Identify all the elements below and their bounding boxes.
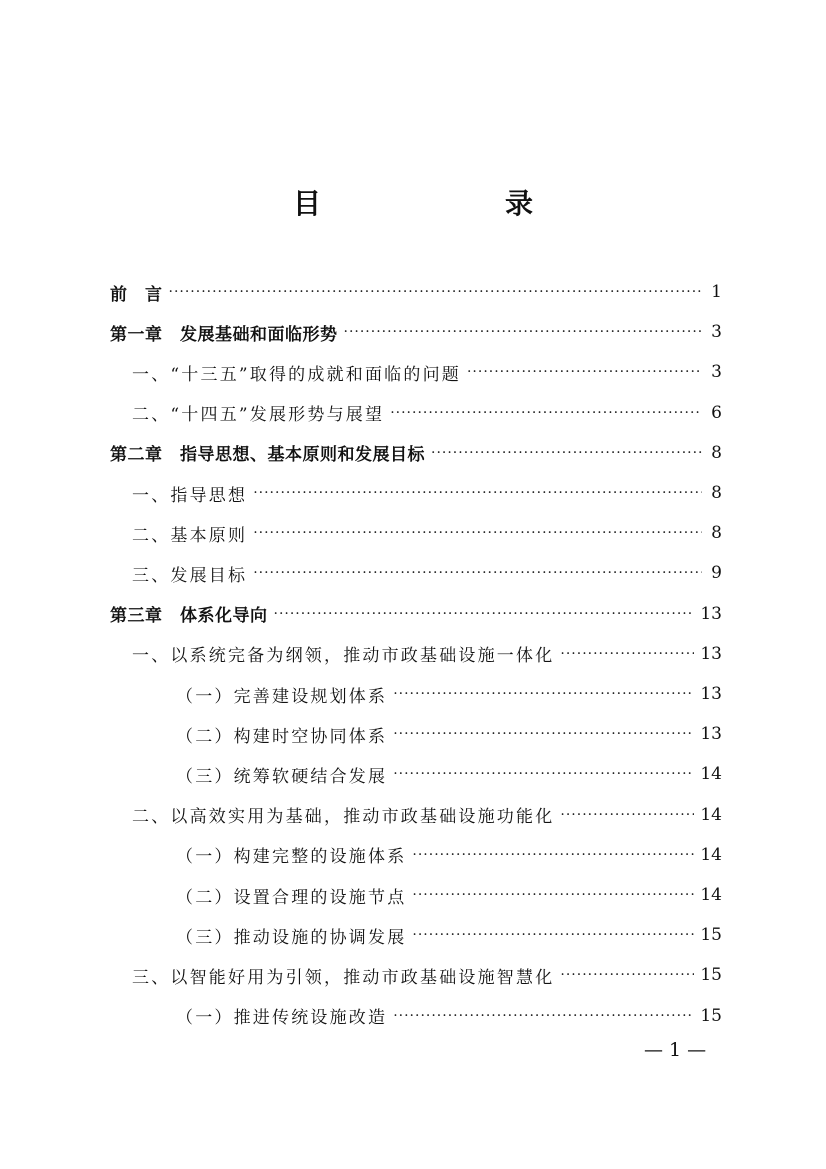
- toc-leader-dots: [560, 646, 694, 662]
- toc-section-entry[interactable]: [132, 795, 722, 835]
- toc-entry-label: 一、“十三五”取得的成就和面临的问题: [132, 364, 461, 385]
- toc-section-entry[interactable]: [132, 513, 722, 553]
- toc-entry-page-number: 13: [700, 603, 722, 624]
- toc-entry-label: 一、以系统完备为纲领，推动市政基础设施一体化: [132, 646, 555, 667]
- toc-entry-page-number: 3: [711, 362, 722, 383]
- toc-entry-label: 三、发展目标: [132, 565, 248, 586]
- toc-entry-page-number: 14: [700, 885, 722, 905]
- toc-leader-dots: [560, 967, 694, 983]
- toc-leader-dots: [393, 686, 694, 702]
- toc-entry-label: （二）设置合理的设施节点: [176, 887, 407, 908]
- toc-entry-page-number: 6: [711, 402, 722, 423]
- toc-entry-label: （三）统筹软硬结合发展: [176, 766, 388, 787]
- toc-entry-page-number: 1: [711, 282, 722, 302]
- toc-leader-dots: [344, 324, 703, 340]
- toc-leader-dots: [412, 887, 694, 903]
- toc-entry-label: 一、指导思想: [132, 485, 248, 506]
- toc-section-entry[interactable]: [132, 955, 722, 995]
- toc-entry-label: 二、基本原则: [132, 525, 248, 546]
- toc-leader-dots: [253, 525, 702, 541]
- toc-entry-label: （一）完善建设规划体系: [176, 686, 388, 707]
- toc-entry-label: 第二章 指导思想、基本原则和发展目标: [110, 445, 425, 466]
- toc-entry-label: （一）构建完整的设施体系: [176, 847, 407, 868]
- toc-leader-dots: [467, 364, 702, 380]
- toc-entry-label: 二、以高效实用为基础，推动市政基础设施功能化: [132, 807, 555, 828]
- toc-chapter-entry[interactable]: [110, 312, 722, 352]
- toc-section-entry[interactable]: [132, 634, 722, 674]
- toc-leader-dots: [412, 927, 694, 943]
- toc-entry-page-number: 14: [700, 844, 722, 865]
- toc-chapter-entry[interactable]: [110, 433, 722, 473]
- toc-entry-label: （一）推进传统设施改造: [176, 1008, 388, 1029]
- toc-entry-page-number: 15: [700, 965, 722, 986]
- toc-entry-label: 第三章 体系化导向: [110, 606, 268, 627]
- toc-entry-page-number: 13: [700, 684, 722, 704]
- toc-leader-dots: [431, 445, 702, 461]
- toc-entry-page-number: 8: [711, 442, 722, 463]
- toc-entry-page-number: 3: [711, 322, 722, 343]
- toc-entry-page-number: 8: [711, 523, 722, 544]
- toc-leader-dots: [390, 405, 702, 421]
- toc-section-entry[interactable]: [176, 835, 722, 875]
- toc-section-entry[interactable]: [176, 754, 722, 794]
- toc-section-entry[interactable]: [176, 875, 722, 915]
- toc-entry-label: 三、以智能好用为引领，推动市政基础设施智慧化: [132, 967, 555, 988]
- toc-chapter-entry[interactable]: [110, 594, 722, 634]
- toc-leader-dots: [412, 847, 694, 863]
- toc-entry-page-number: 13: [700, 724, 722, 745]
- toc-entry-page-number: 8: [711, 483, 722, 503]
- toc-leader-dots: [560, 807, 694, 823]
- page-title: 目 录: [292, 187, 611, 220]
- toc-entry-page-number: 9: [711, 563, 722, 584]
- toc-leader-dots: [393, 726, 694, 742]
- toc-entry-page-number: 13: [700, 643, 722, 664]
- toc-section-entry[interactable]: [132, 553, 722, 593]
- toc-section-entry[interactable]: [132, 473, 722, 513]
- toc-entry-label: 第一章 发展基础和面临形势: [110, 324, 338, 345]
- toc-entry-label: （三）推动设施的协调发展: [176, 927, 407, 948]
- toc-entry-page-number: 14: [700, 764, 722, 785]
- toc-leader-dots: [169, 284, 703, 300]
- page-number-footer: — 1 —: [644, 1039, 707, 1061]
- toc-entry-page-number: 15: [700, 1005, 722, 1026]
- toc-leader-dots: [393, 1008, 694, 1024]
- toc-entry-page-number: 14: [700, 804, 722, 825]
- toc-leader-dots: [274, 606, 695, 622]
- toc-section-entry[interactable]: [176, 674, 722, 714]
- toc-section-entry[interactable]: [176, 996, 722, 1036]
- toc-entry-page-number: 15: [700, 925, 722, 946]
- toc-section-entry[interactable]: [132, 393, 722, 433]
- toc-leader-dots: [253, 485, 702, 501]
- toc-section-entry[interactable]: [176, 915, 722, 955]
- toc-chapter-entry[interactable]: [110, 272, 722, 312]
- toc-entry-label: 前 言: [110, 284, 163, 305]
- toc-entry-label: （二）构建时空协同体系: [176, 726, 388, 747]
- toc-leader-dots: [393, 766, 694, 782]
- toc-entry-label: 二、“十四五”发展形势与展望: [132, 405, 385, 426]
- toc-section-entry[interactable]: [132, 352, 722, 392]
- toc-leader-dots: [253, 565, 702, 581]
- toc-section-entry[interactable]: [176, 714, 722, 754]
